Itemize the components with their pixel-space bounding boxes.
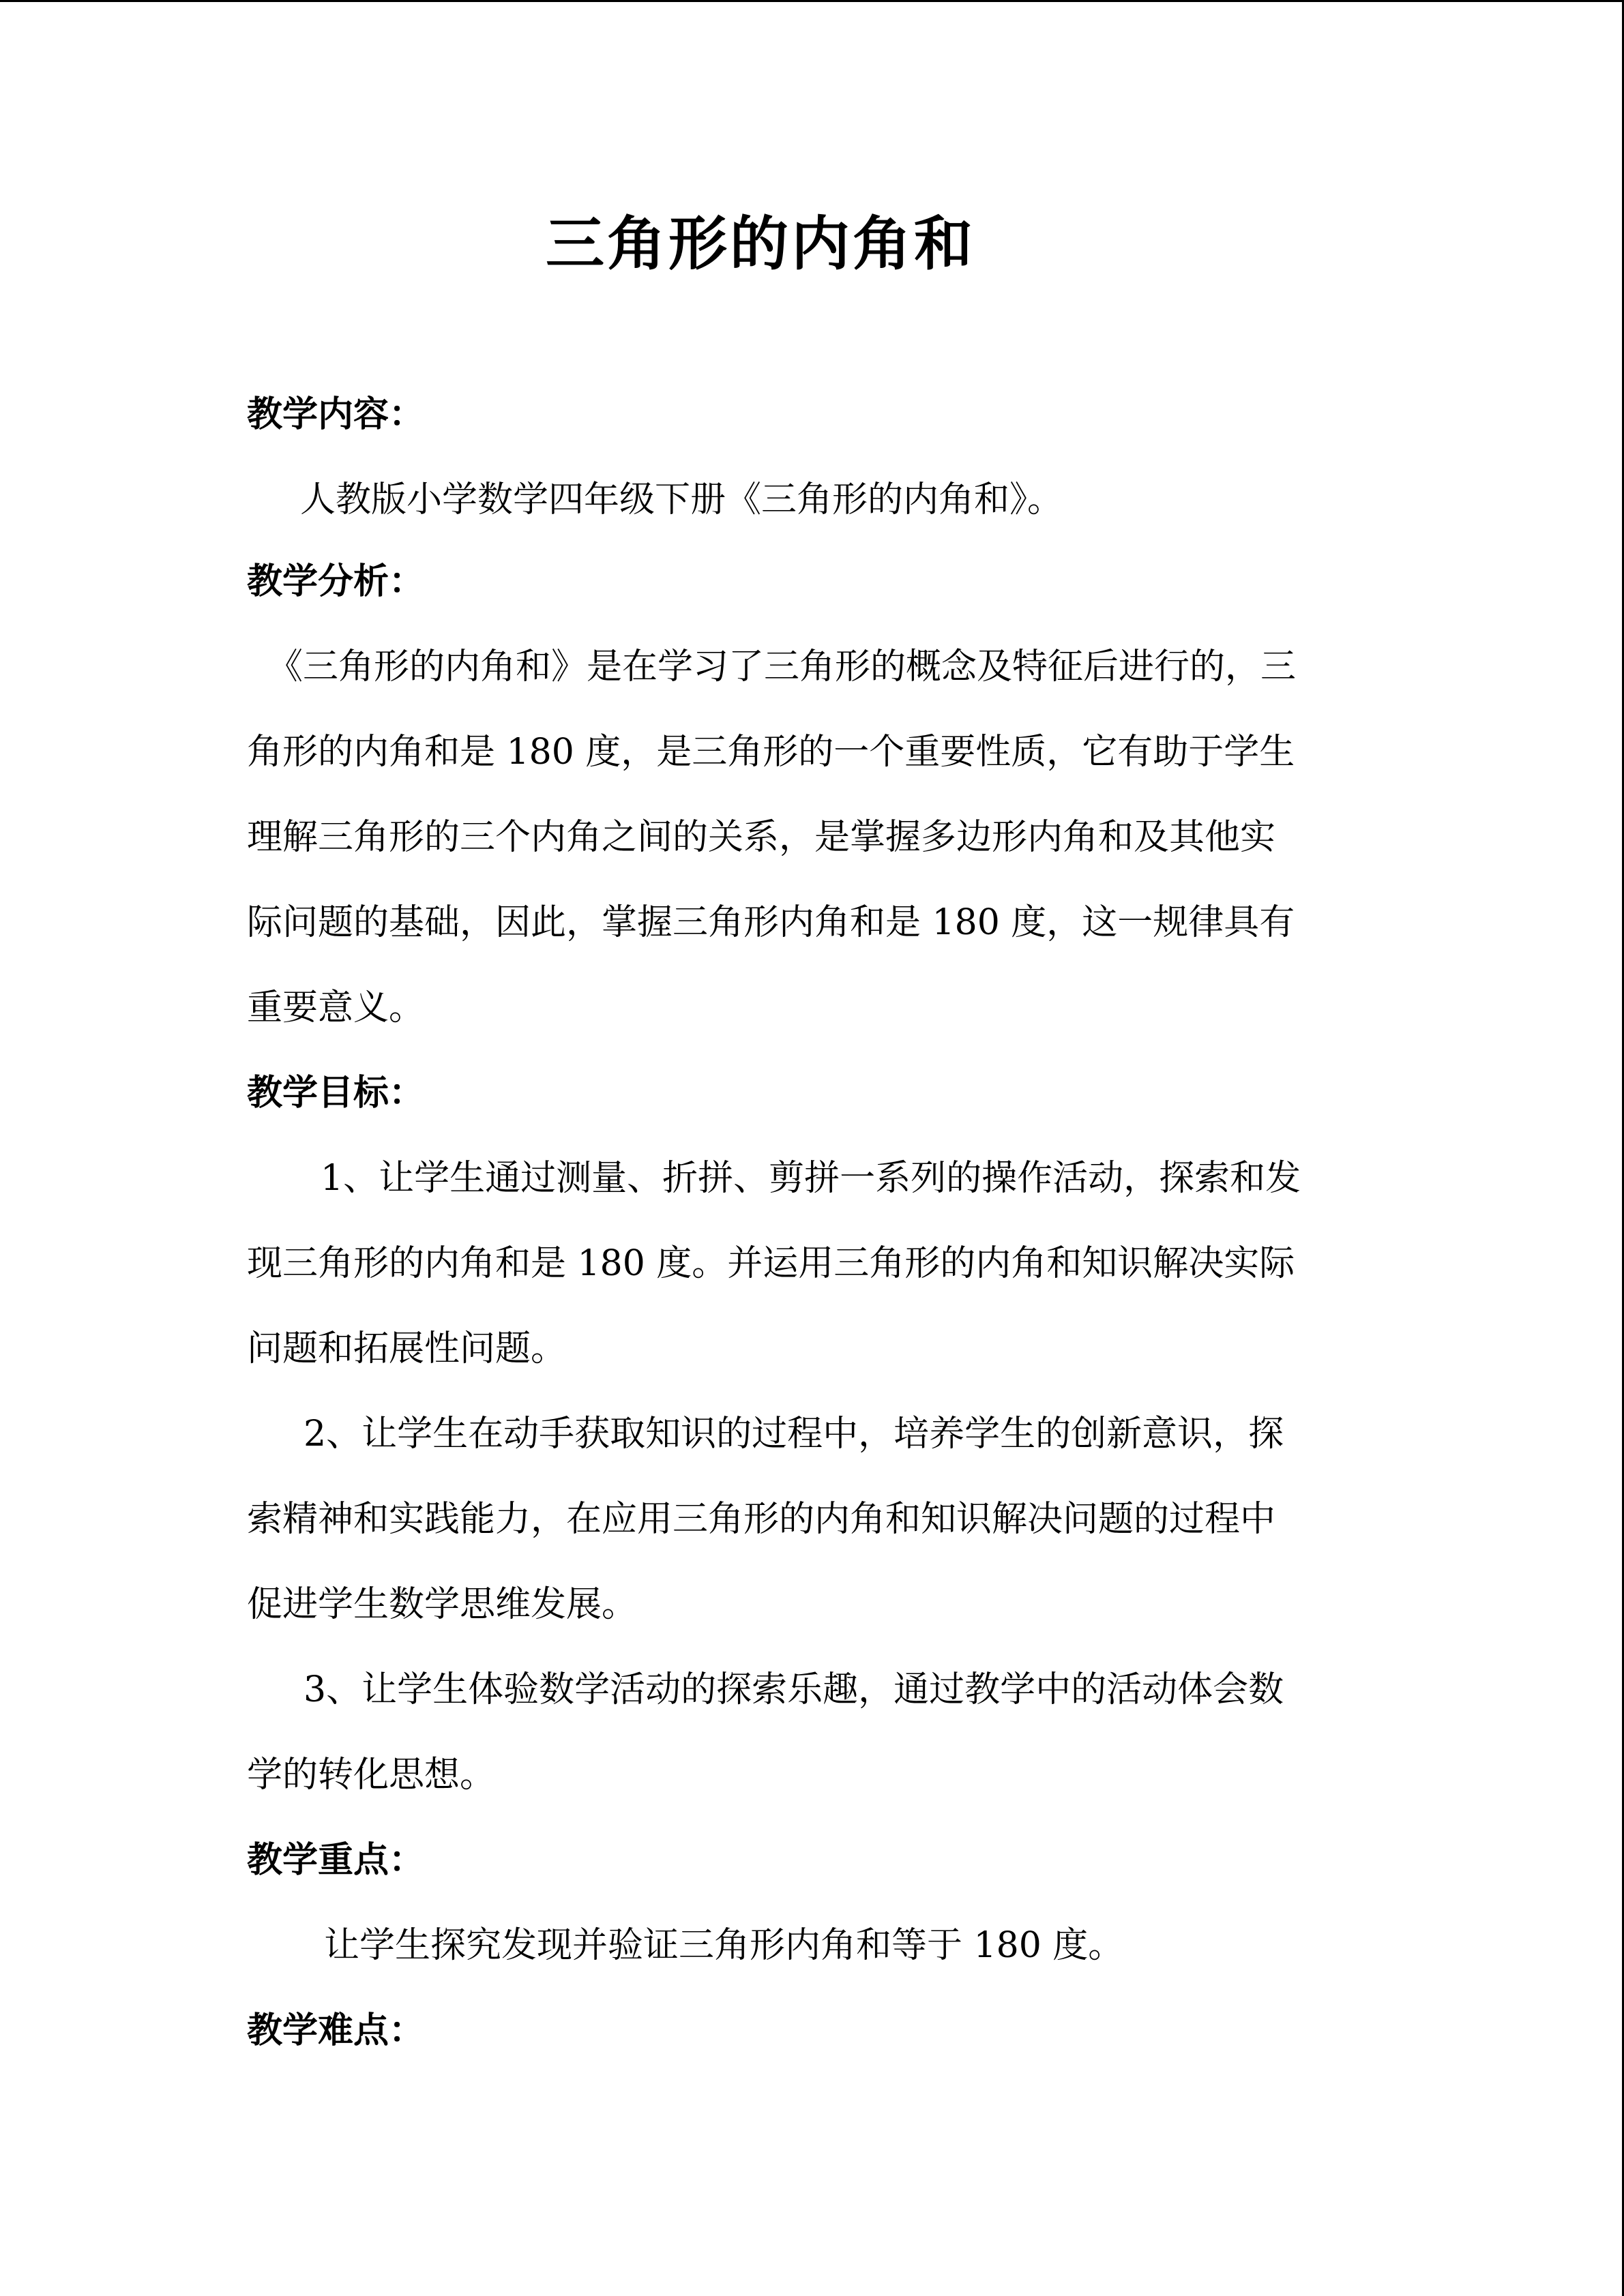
analysis-line: 角形的内角和是 180 度，是三角形的一个重要性质，它有助于学生: [247, 732, 1295, 773]
document-title: 三角形的内角和: [546, 209, 975, 278]
analysis-line: 际问题的基础，因此，掌握三角形内角和是 180 度，这一规律具有: [247, 902, 1295, 943]
objective-line: 3、让学生体验数学活动的探索乐趣，通过教学中的活动体会数: [304, 1669, 1284, 1710]
section-heading-objectives: 教学目标：: [247, 1072, 425, 1114]
objective-line: 2、让学生在动手获取知识的过程中，培养学生的创新意识，探: [304, 1414, 1284, 1455]
analysis-line: 《三角形的内角和》是在学习了三角形的概念及特征后进行的，三: [267, 646, 1297, 687]
objective-line: 促进学生数学思维发展。: [247, 1584, 638, 1625]
analysis-line: 重要意义。: [247, 987, 425, 1028]
content-line: 人教版小学数学四年级下册《三角形的内角和》。: [300, 479, 1063, 520]
objective-line: 索精神和实践能力，在应用三角形的内角和知识解决问题的过程中: [247, 1499, 1276, 1540]
section-heading-content: 教学内容：: [247, 393, 425, 435]
analysis-line: 理解三角形的三个内角之间的关系，是掌握多边形内角和及其他实: [247, 817, 1276, 858]
section-heading-key-point: 教学重点：: [247, 1839, 425, 1881]
objective-line: 1、让学生通过测量、折拼、剪拼一系列的操作活动，探索和发: [321, 1158, 1301, 1199]
objective-line: 现三角形的内角和是 180 度。并运用三角形的内角和知识解决实际: [247, 1243, 1295, 1284]
section-heading-analysis: 教学分析：: [247, 561, 425, 602]
key-point-line: 让学生探究发现并验证三角形内角和等于 180 度。: [324, 1925, 1124, 1966]
objective-line: 问题和拓展性问题。: [247, 1328, 567, 1369]
section-heading-difficulty: 教学难点：: [247, 2010, 425, 2051]
objective-line: 学的转化思想。: [247, 1755, 496, 1795]
